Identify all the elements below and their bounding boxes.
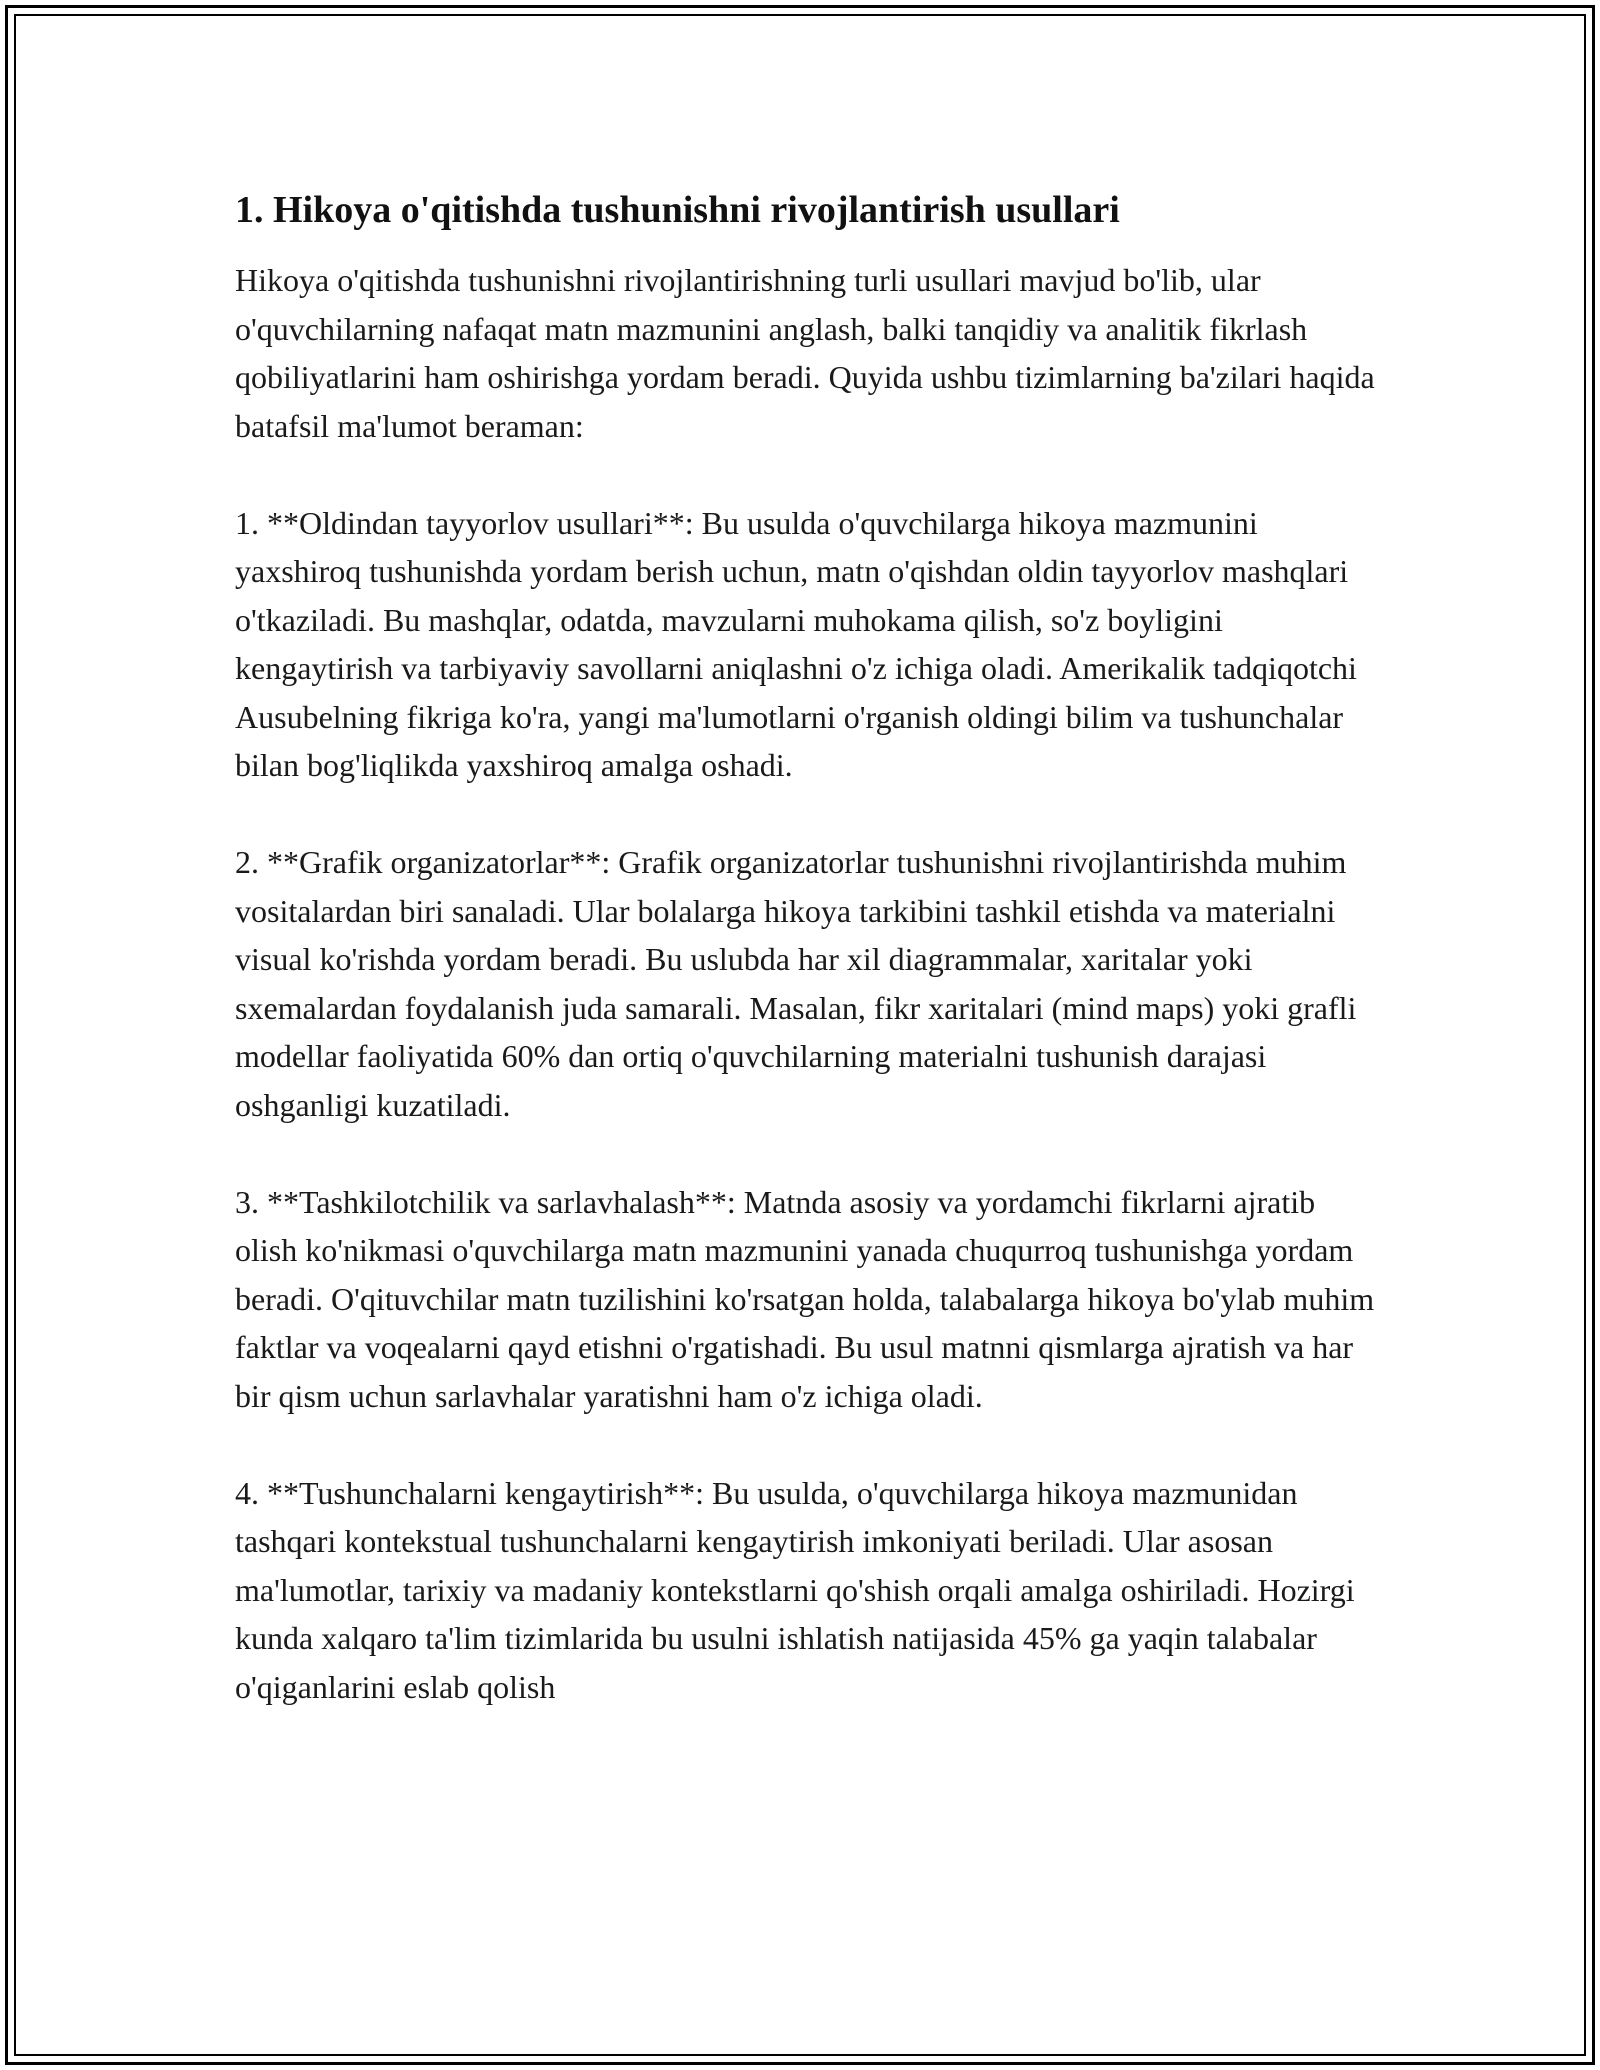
intro-paragraph: Hikoya o'qitishda tushunishni rivojlantirishning turli usullari mavjud bo'lib, ular o'quvchilarning nafaqat matn mazmunini anglash, balki tanqidiy va analitik fikrlash qobiliyatlarini ham oshirishga yordam beradi. Quyida ushbu tizimlarning ba'zilari haqida batafsil ma'lumot beraman: <box>235 262 1375 444</box>
paragraph-method-4: 4. **Tushunchalarni kengaytirish**: Bu usulda, o'quvchilarga hikoya mazmunidan tashqari kontekstual tushunchalarni kengaytirish imkoniyati beriladi. Ular asosan ma'lumotlar, tarixiy va madaniy kontekstlarni qo'shish orqali amalga oshiriladi. Hozirgi kunda xalqaro ta'lim tizimlarida bu usulni ishlatish natijasida 45% ga yaqin talabalar o'qiganlarini eslab qolish <box>235 1474 1355 1705</box>
document-body <box>235 186 1375 1760</box>
paragraph-method-3: 3. **Tashkilotchilik va sarlavhalash**: Matnda asosiy va yordamchi fikrlarni ajratib olish ko'nikmasi o'quvchilarga matn mazmunini yanada chuqurroq tushunishga yordam beradi. O'qituvchilar matn tuzilishini ko'rsatgan holda, talabalarga hikoya bo'ylab muhim faktlar va voqealarni qayd etishni o'rgatishadi. Bu usul matnni qismlarga ajratish va har bir qism uchun sarlavhalar yaratishni ham o'z ichiga oladi. <box>235 1183 1375 1414</box>
paragraph-method-2: 2. **Grafik organizatorlar**: Grafik organizatorlar tushunishni rivojlantirishda muhim vositalardan biri sanaladi. Ular bolalarga hikoya tarkibini tashkil etishda va materialni visual ko'rishda yordam beradi. Bu uslubda har xil diagrammalar, xaritalar yoki sxemalardan foydalanish juda samarali. Masalan, fikr xaritalari (mind maps) yoki grafli modellar faoliyatida 60% dan ortiq o'quvchilarning materialni tushunish darajasi oshganligi kuzatiladi. <box>235 844 1357 1123</box>
section-heading: 1. Hikoya o'qitishda tushunishni rivojlantirish usullari <box>235 189 1120 231</box>
paragraph-method-1: 1. **Oldindan tayyorlov usullari**: Bu usulda o'quvchilarga hikoya mazmunini yaxshiroq tushunishda yordam berish uchun, matn o'qishdan oldin tayyorlov mashqlari o'tkaziladi. Bu mashqlar, odatda, mavzularni muhokama qilish, so'z boyligini kengaytirish va tarbiyaviy savollarni aniqlashni o'z ichiga oladi. Amerikalik tadqiqotchi Ausubelning fikriga ko'ra, yangi ma'lumotlarni o'rganish oldingi bilim va tushunchalar bilan bog'liqlikda yaxshiroq amalga oshadi. <box>235 504 1357 783</box>
